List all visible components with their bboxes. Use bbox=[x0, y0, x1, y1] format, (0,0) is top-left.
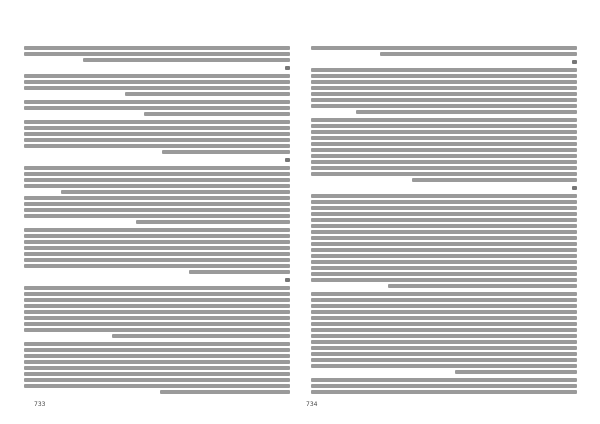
text-line bbox=[311, 224, 577, 228]
text-line bbox=[24, 354, 290, 358]
paragraph bbox=[24, 100, 290, 116]
text-line bbox=[311, 74, 577, 78]
paragraph bbox=[311, 46, 577, 56]
text-line bbox=[189, 270, 290, 274]
text-line bbox=[311, 260, 577, 264]
text-line bbox=[311, 172, 577, 176]
text-line bbox=[24, 138, 290, 142]
text-line bbox=[160, 390, 290, 394]
text-line bbox=[311, 212, 577, 216]
item-number bbox=[285, 158, 290, 162]
text-line bbox=[24, 264, 290, 268]
item-number bbox=[572, 60, 577, 64]
text-line bbox=[311, 242, 577, 246]
text-line bbox=[311, 334, 577, 338]
paragraph bbox=[24, 342, 290, 394]
text-line bbox=[311, 272, 577, 276]
text-line bbox=[311, 194, 577, 198]
text-line bbox=[24, 322, 290, 326]
paragraph bbox=[24, 228, 290, 274]
paragraph bbox=[311, 186, 577, 190]
text-line bbox=[24, 298, 290, 302]
text-line bbox=[144, 112, 290, 116]
text-line bbox=[311, 346, 577, 350]
text-line bbox=[24, 166, 290, 170]
text-line bbox=[311, 148, 577, 152]
text-line bbox=[311, 136, 577, 140]
text-line bbox=[311, 316, 577, 320]
text-line bbox=[311, 206, 577, 210]
text-line bbox=[136, 220, 290, 224]
text-line bbox=[311, 80, 577, 84]
text-line bbox=[311, 92, 577, 96]
left-page-number: 733 bbox=[34, 401, 46, 408]
text-line bbox=[311, 46, 577, 50]
text-line bbox=[311, 266, 577, 270]
text-line bbox=[311, 200, 577, 204]
text-line bbox=[24, 172, 290, 176]
text-line bbox=[24, 384, 290, 388]
text-line bbox=[24, 106, 290, 110]
text-line bbox=[311, 130, 577, 134]
paragraph bbox=[24, 120, 290, 154]
paragraph bbox=[24, 286, 290, 338]
paragraph bbox=[24, 74, 290, 96]
text-line bbox=[24, 144, 290, 148]
right-page bbox=[311, 44, 577, 396]
text-line bbox=[24, 348, 290, 352]
text-line bbox=[311, 298, 577, 302]
text-line bbox=[24, 214, 290, 218]
text-line bbox=[311, 248, 577, 252]
text-line bbox=[24, 292, 290, 296]
text-line bbox=[24, 316, 290, 320]
paragraph bbox=[311, 118, 577, 182]
text-line bbox=[311, 98, 577, 102]
text-line bbox=[83, 58, 290, 62]
text-line bbox=[112, 334, 290, 338]
text-line bbox=[24, 328, 290, 332]
text-line bbox=[24, 80, 290, 84]
text-line bbox=[412, 178, 577, 182]
text-line bbox=[125, 92, 290, 96]
text-line bbox=[24, 178, 290, 182]
text-line bbox=[311, 118, 577, 122]
text-line bbox=[455, 370, 577, 374]
text-line bbox=[311, 166, 577, 170]
text-line bbox=[311, 86, 577, 90]
text-line bbox=[24, 202, 290, 206]
text-line bbox=[311, 358, 577, 362]
text-line bbox=[24, 52, 290, 56]
text-line bbox=[24, 286, 290, 290]
text-line bbox=[311, 304, 577, 308]
text-line bbox=[24, 252, 290, 256]
text-line bbox=[311, 236, 577, 240]
paragraph bbox=[311, 60, 577, 64]
item-number bbox=[285, 66, 290, 70]
text-line bbox=[311, 322, 577, 326]
paragraph bbox=[311, 68, 577, 114]
text-line bbox=[388, 284, 577, 288]
text-line bbox=[24, 228, 290, 232]
text-line bbox=[24, 342, 290, 346]
text-line bbox=[162, 150, 290, 154]
paragraph bbox=[311, 378, 577, 396]
text-line bbox=[24, 240, 290, 244]
text-line bbox=[311, 310, 577, 314]
text-line bbox=[24, 234, 290, 238]
text-line bbox=[24, 258, 290, 262]
text-line bbox=[311, 352, 577, 356]
text-line bbox=[24, 120, 290, 124]
text-line bbox=[24, 304, 290, 308]
paragraph bbox=[311, 194, 577, 288]
text-line bbox=[311, 142, 577, 146]
text-line bbox=[311, 384, 577, 388]
text-line bbox=[311, 68, 577, 72]
text-line bbox=[24, 46, 290, 50]
text-line bbox=[311, 328, 577, 332]
paragraph bbox=[24, 166, 290, 224]
text-line bbox=[24, 208, 290, 212]
item-number bbox=[572, 186, 577, 190]
paragraph bbox=[311, 292, 577, 374]
text-line bbox=[24, 310, 290, 314]
text-line bbox=[24, 360, 290, 364]
text-line bbox=[380, 52, 577, 56]
text-line bbox=[311, 292, 577, 296]
text-line bbox=[311, 154, 577, 158]
text-line bbox=[24, 184, 290, 188]
text-line bbox=[24, 196, 290, 200]
text-line bbox=[24, 126, 290, 130]
paragraph bbox=[24, 278, 290, 282]
paragraph bbox=[24, 66, 290, 70]
text-line bbox=[311, 378, 577, 382]
paragraph bbox=[24, 46, 290, 62]
text-line bbox=[311, 340, 577, 344]
text-line bbox=[311, 364, 577, 368]
text-line bbox=[311, 254, 577, 258]
text-line bbox=[24, 378, 290, 382]
text-line bbox=[311, 104, 577, 108]
text-line bbox=[24, 100, 290, 104]
text-line bbox=[311, 278, 577, 282]
text-line bbox=[24, 86, 290, 90]
text-line bbox=[61, 190, 290, 194]
text-line bbox=[24, 246, 290, 250]
item-number bbox=[285, 278, 290, 282]
text-line bbox=[24, 74, 290, 78]
text-line bbox=[311, 124, 577, 128]
text-line bbox=[311, 230, 577, 234]
text-line bbox=[311, 160, 577, 164]
text-line bbox=[311, 390, 577, 394]
right-page-number: 734 bbox=[306, 401, 318, 408]
text-line bbox=[24, 132, 290, 136]
text-line bbox=[356, 110, 577, 114]
text-line bbox=[24, 366, 290, 370]
text-line bbox=[311, 218, 577, 222]
paragraph bbox=[24, 158, 290, 162]
left-page bbox=[24, 44, 290, 396]
text-line bbox=[24, 372, 290, 376]
